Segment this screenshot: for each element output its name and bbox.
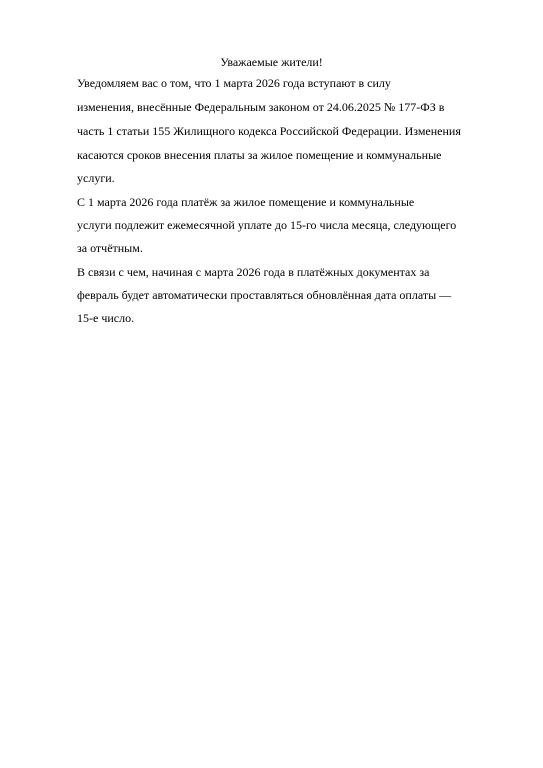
document-title: Уважаемые жители! — [220, 55, 323, 69]
paragraph-line: 15-е число. — [77, 311, 135, 325]
paragraph-line: часть 1 статьи 155 Жилищного кодекса Российской Федерации. Изменения — [77, 124, 461, 138]
paragraph-line: касаются сроков внесения платы за жилое помещение и коммунальные — [77, 148, 442, 162]
paragraph-line: Уведомляем вас о том, что 1 марта 2026 года вступают в силу — [77, 76, 391, 90]
paragraph-line: изменения, внесённые Федеральным законом от 24.06.2025 № 177-ФЗ в — [77, 100, 445, 114]
paragraph-line: услуги. — [77, 171, 115, 185]
paragraph-line: С 1 марта 2026 года платёж за жилое помещение и коммунальные — [77, 195, 415, 209]
paragraph-line: за отчётным. — [77, 241, 143, 255]
paragraph-line: услуги подлежит ежемесячной уплате до 15-го числа месяца, следующего — [77, 218, 457, 232]
paragraph-line: В связи с чем, начиная с марта 2026 года в платёжных документах за — [77, 265, 430, 279]
paragraph-line: февраль будет автоматически проставляться обновлённая дата оплаты — — [77, 288, 452, 302]
